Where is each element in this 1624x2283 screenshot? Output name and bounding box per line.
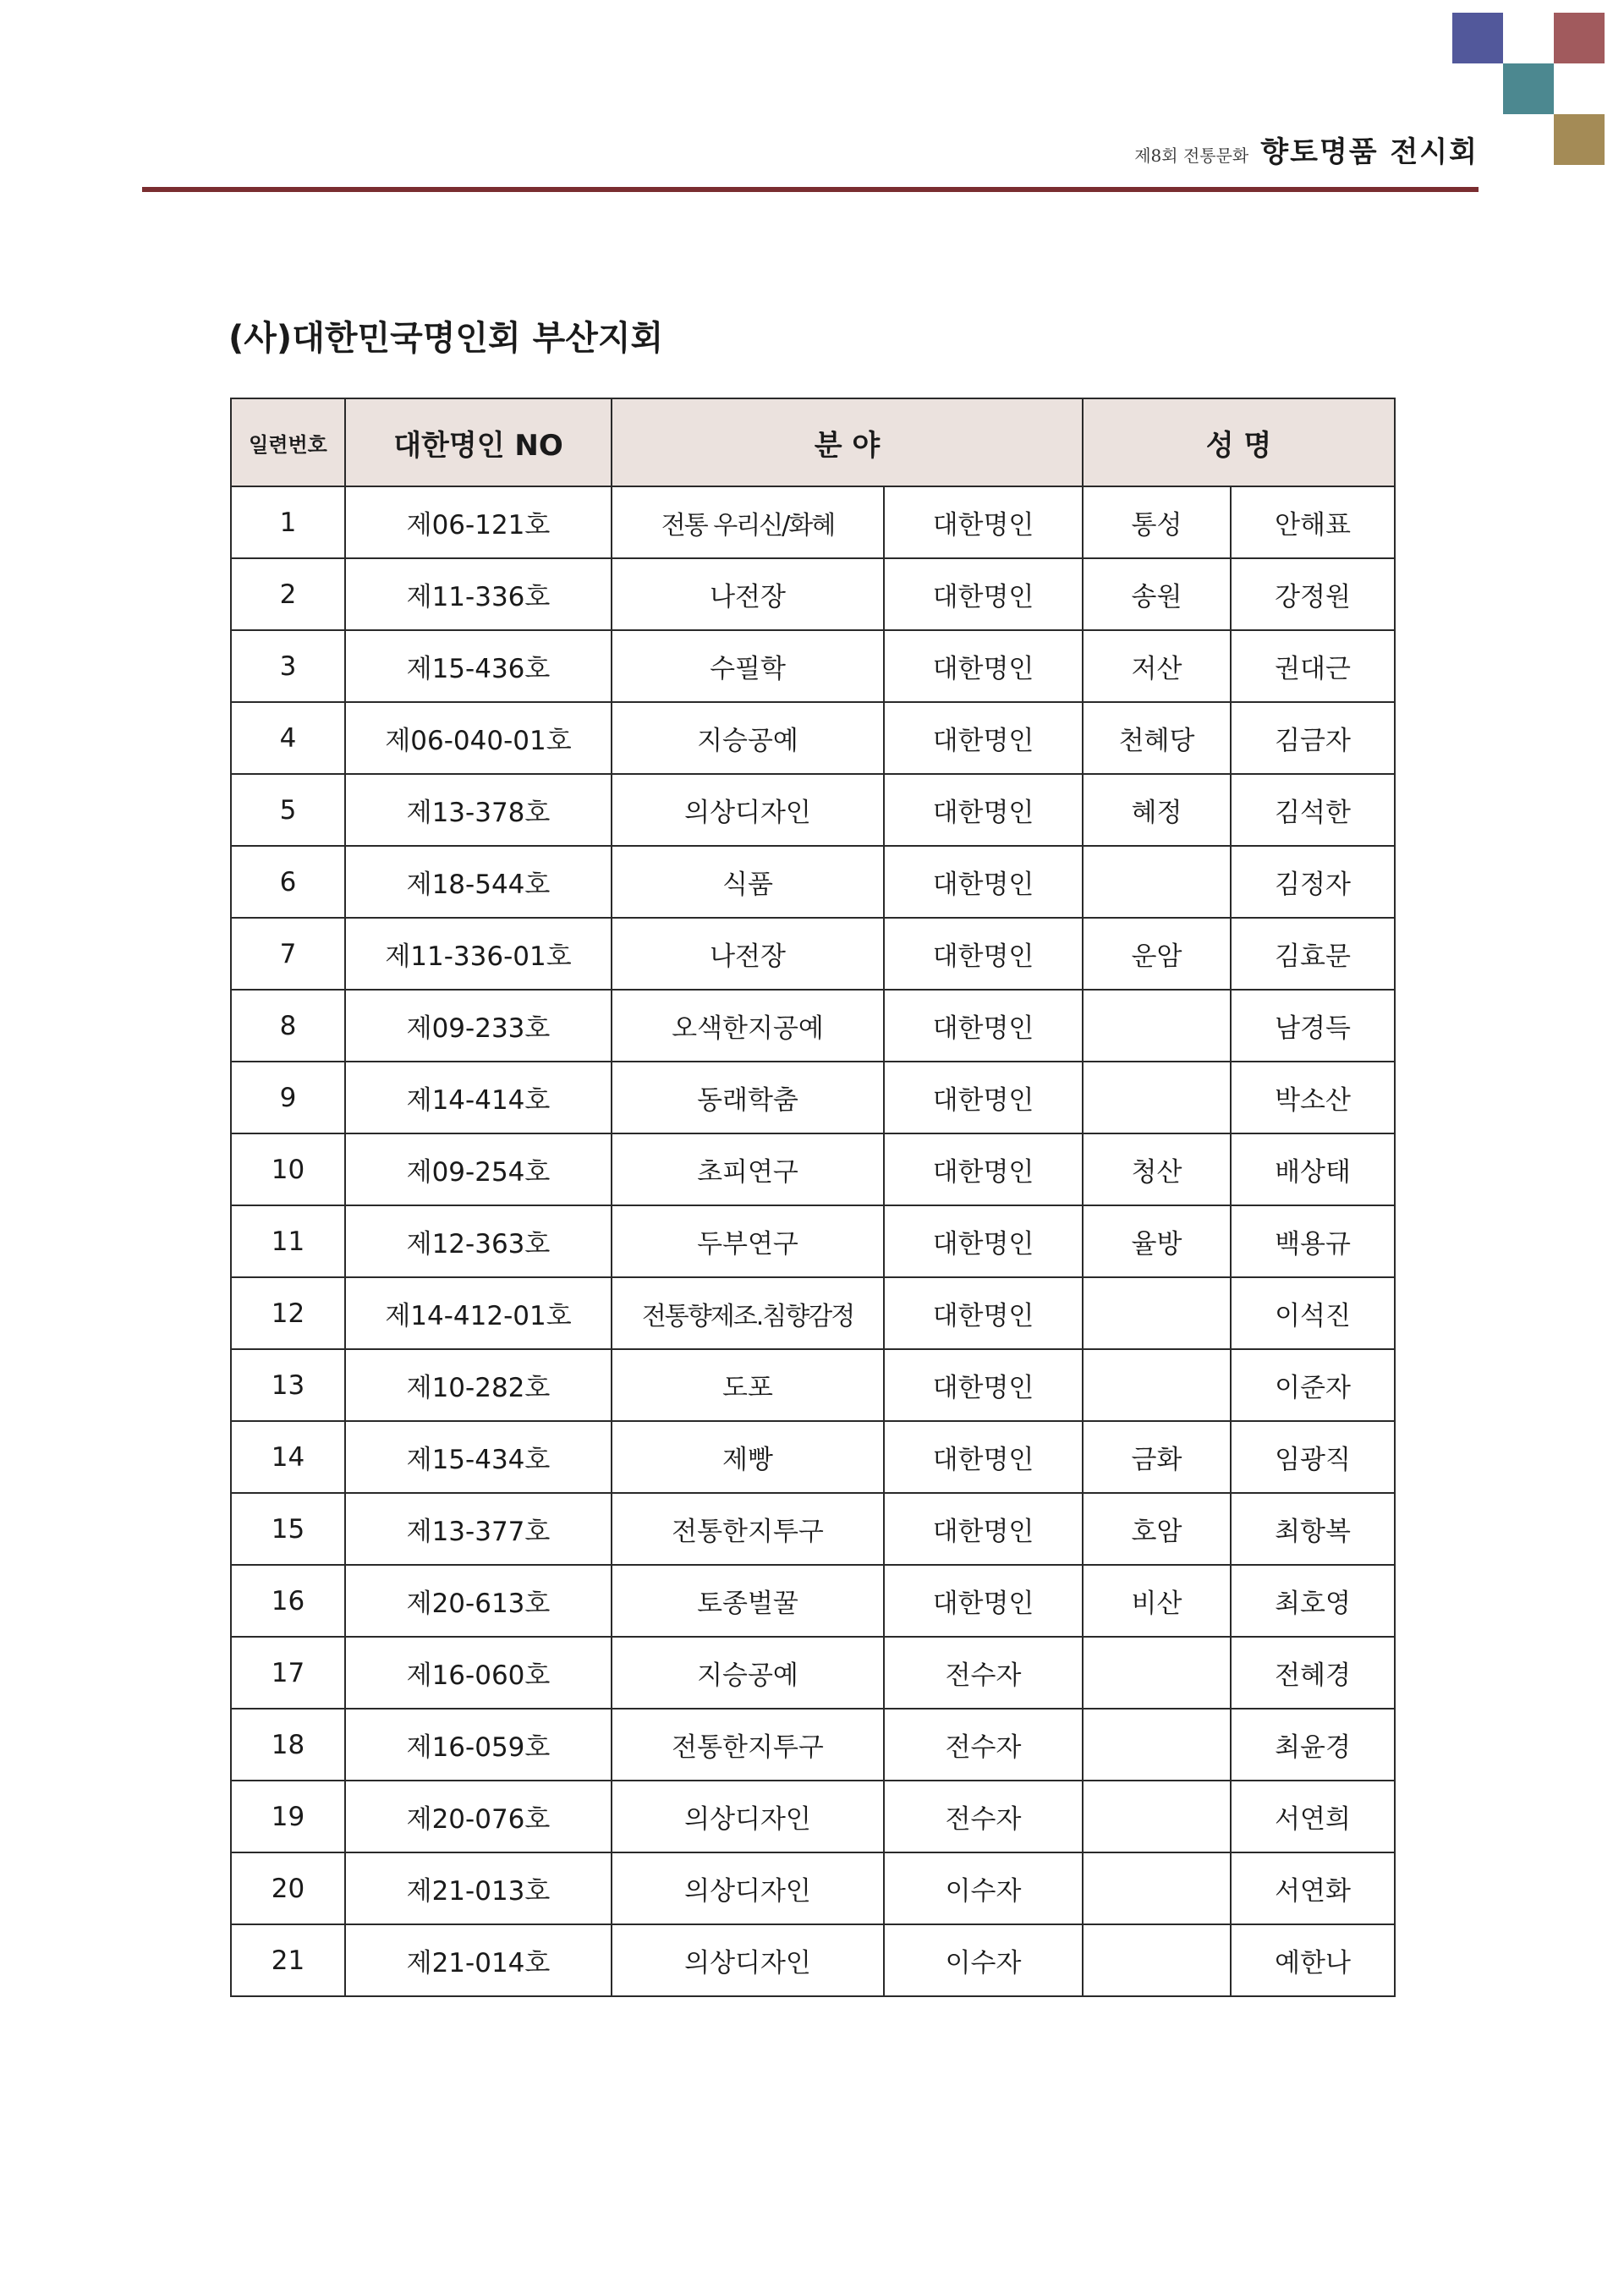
table-body [231, 486, 1395, 1996]
cell-field: 두부연구 [612, 1205, 884, 1277]
decor-square-teal [1503, 63, 1554, 114]
cell-serial: 3 [231, 630, 345, 702]
table-row [231, 918, 1395, 990]
cell-serial: 2 [231, 558, 345, 630]
cell-master-no: 제14-412-01호 [345, 1277, 612, 1349]
cell-rank: 대한명인 [884, 1133, 1083, 1205]
table-row [231, 486, 1395, 558]
cell-master-no: 제18-544호 [345, 846, 612, 918]
cell-rank: 대한명인 [884, 1421, 1083, 1493]
cell-master-no: 제14-414호 [345, 1062, 612, 1133]
cell-pen-name: 천혜당 [1083, 702, 1231, 774]
cell-pen-name [1083, 1637, 1231, 1709]
cell-name: 김석한 [1231, 774, 1395, 846]
cell-serial: 18 [231, 1709, 345, 1781]
cell-pen-name: 송원 [1083, 558, 1231, 630]
cell-pen-name: 금화 [1083, 1421, 1231, 1493]
cell-pen-name [1083, 1924, 1231, 1996]
cell-field: 지승공예 [612, 702, 884, 774]
cell-name: 예한나 [1231, 1924, 1395, 1996]
cell-field: 지승공예 [612, 1637, 884, 1709]
cell-pen-name: 비산 [1083, 1565, 1231, 1637]
cell-name: 권대근 [1231, 630, 1395, 702]
cell-name: 김정자 [1231, 846, 1395, 918]
cell-master-no: 제21-014호 [345, 1924, 612, 1996]
cell-serial: 6 [231, 846, 345, 918]
header-master-no: 대한명인 NO [345, 398, 612, 486]
cell-pen-name [1083, 1709, 1231, 1781]
cell-field: 동래학춤 [612, 1062, 884, 1133]
cell-rank: 대한명인 [884, 1062, 1083, 1133]
table-row [231, 1924, 1395, 1996]
cell-field: 의상디자인 [612, 1852, 884, 1924]
cell-rank: 전수자 [884, 1709, 1083, 1781]
cell-serial: 15 [231, 1493, 345, 1565]
cell-pen-name: 운암 [1083, 918, 1231, 990]
cell-pen-name [1083, 1277, 1231, 1349]
cell-master-no: 제06-040-01호 [345, 702, 612, 774]
cell-master-no: 제11-336호 [345, 558, 612, 630]
cell-name: 전혜경 [1231, 1637, 1395, 1709]
table-row [231, 1205, 1395, 1277]
cell-name: 안해표 [1231, 486, 1395, 558]
cell-name: 최항복 [1231, 1493, 1395, 1565]
table-row [231, 1062, 1395, 1133]
cell-rank: 대한명인 [884, 1277, 1083, 1349]
cell-field: 전통 우리신/화혜 [612, 486, 884, 558]
cell-name: 강정원 [1231, 558, 1395, 630]
cell-serial: 7 [231, 918, 345, 990]
cell-pen-name: 통성 [1083, 486, 1231, 558]
cell-serial: 12 [231, 1277, 345, 1349]
cell-serial: 19 [231, 1781, 345, 1852]
cell-rank: 대한명인 [884, 630, 1083, 702]
cell-name: 김효문 [1231, 918, 1395, 990]
cell-master-no: 제15-434호 [345, 1421, 612, 1493]
cell-name: 서연희 [1231, 1781, 1395, 1852]
cell-rank: 대한명인 [884, 486, 1083, 558]
cell-name: 남경득 [1231, 990, 1395, 1062]
cell-master-no: 제09-233호 [345, 990, 612, 1062]
cell-serial: 8 [231, 990, 345, 1062]
cell-serial: 20 [231, 1852, 345, 1924]
cell-serial: 11 [231, 1205, 345, 1277]
table-header-row [231, 398, 1395, 486]
table-row [231, 990, 1395, 1062]
cell-field: 오색한지공예 [612, 990, 884, 1062]
table-row [231, 702, 1395, 774]
cell-master-no: 제12-363호 [345, 1205, 612, 1277]
cell-pen-name: 혜정 [1083, 774, 1231, 846]
cell-field: 나전장 [612, 558, 884, 630]
cell-field: 전통한지투구 [612, 1493, 884, 1565]
cell-master-no: 제16-060호 [345, 1637, 612, 1709]
cell-pen-name: 저산 [1083, 630, 1231, 702]
table-row [231, 558, 1395, 630]
cell-master-no: 제13-378호 [345, 774, 612, 846]
header-name: 성 명 [1083, 398, 1395, 486]
cell-serial: 17 [231, 1637, 345, 1709]
cell-name: 이준자 [1231, 1349, 1395, 1421]
cell-serial: 13 [231, 1349, 345, 1421]
cell-serial: 5 [231, 774, 345, 846]
cell-field: 의상디자인 [612, 1924, 884, 1996]
cell-pen-name: 호암 [1083, 1493, 1231, 1565]
cell-name: 최윤경 [1231, 1709, 1395, 1781]
cell-name: 김금자 [1231, 702, 1395, 774]
cell-rank: 대한명인 [884, 1349, 1083, 1421]
decor-square-gold [1554, 114, 1605, 165]
table-row [231, 630, 1395, 702]
cell-rank: 대한명인 [884, 774, 1083, 846]
cell-serial: 16 [231, 1565, 345, 1637]
cell-name: 배상태 [1231, 1133, 1395, 1205]
cell-rank: 대한명인 [884, 918, 1083, 990]
cell-pen-name [1083, 1852, 1231, 1924]
cell-master-no: 제20-076호 [345, 1781, 612, 1852]
table-row [231, 1709, 1395, 1781]
cell-name: 박소산 [1231, 1062, 1395, 1133]
cell-rank: 전수자 [884, 1781, 1083, 1852]
table-row [231, 1277, 1395, 1349]
cell-field: 초피연구 [612, 1133, 884, 1205]
page-title: (사)대한민국명인회 부산지회 [228, 319, 664, 358]
cell-pen-name: 율방 [1083, 1205, 1231, 1277]
cell-name: 임광직 [1231, 1421, 1395, 1493]
table-row [231, 1421, 1395, 1493]
cell-field: 수필학 [612, 630, 884, 702]
cell-name: 서연화 [1231, 1852, 1395, 1924]
cell-rank: 대한명인 [884, 558, 1083, 630]
header-event-name: 향토명품 전시회 [1260, 135, 1479, 169]
table-row [231, 1133, 1395, 1205]
table-row [231, 1565, 1395, 1637]
cell-name: 백용규 [1231, 1205, 1395, 1277]
running-header [1134, 129, 1479, 170]
cell-pen-name [1083, 1349, 1231, 1421]
cell-master-no: 제11-336-01호 [345, 918, 612, 990]
cell-pen-name [1083, 1781, 1231, 1852]
cell-master-no: 제09-254호 [345, 1133, 612, 1205]
cell-master-no: 제16-059호 [345, 1709, 612, 1781]
decor-square-red [1554, 13, 1605, 63]
cell-master-no: 제15-436호 [345, 630, 612, 702]
cell-pen-name [1083, 990, 1231, 1062]
member-table [230, 398, 1396, 1997]
cell-field: 의상디자인 [612, 1781, 884, 1852]
cell-rank: 전수자 [884, 1637, 1083, 1709]
cell-serial: 9 [231, 1062, 345, 1133]
table-row [231, 1781, 1395, 1852]
cell-field: 의상디자인 [612, 774, 884, 846]
cell-serial: 4 [231, 702, 345, 774]
cell-rank: 이수자 [884, 1852, 1083, 1924]
table-row [231, 1637, 1395, 1709]
cell-serial: 1 [231, 486, 345, 558]
header-divider [142, 187, 1479, 192]
cell-field: 도포 [612, 1349, 884, 1421]
cell-master-no: 제13-377호 [345, 1493, 612, 1565]
cell-name: 최호영 [1231, 1565, 1395, 1637]
cell-master-no: 제10-282호 [345, 1349, 612, 1421]
cell-field: 전통향제조.침향감정 [612, 1277, 884, 1349]
cell-rank: 대한명인 [884, 702, 1083, 774]
table-row [231, 1493, 1395, 1565]
table-row [231, 1852, 1395, 1924]
cell-master-no: 제20-613호 [345, 1565, 612, 1637]
cell-field: 식품 [612, 846, 884, 918]
cell-rank: 대한명인 [884, 990, 1083, 1062]
cell-field: 제빵 [612, 1421, 884, 1493]
cell-rank: 대한명인 [884, 1565, 1083, 1637]
header-field: 분 야 [612, 398, 1083, 486]
cell-serial: 21 [231, 1924, 345, 1996]
cell-pen-name: 청산 [1083, 1133, 1231, 1205]
cell-field: 나전장 [612, 918, 884, 990]
cell-pen-name [1083, 846, 1231, 918]
cell-rank: 이수자 [884, 1924, 1083, 1996]
cell-pen-name [1083, 1062, 1231, 1133]
table-row [231, 846, 1395, 918]
cell-name: 이석진 [1231, 1277, 1395, 1349]
table-row [231, 774, 1395, 846]
cell-rank: 대한명인 [884, 1205, 1083, 1277]
header-serial: 일련번호 [231, 398, 345, 486]
cell-master-no: 제21-013호 [345, 1852, 612, 1924]
table-row [231, 1349, 1395, 1421]
decor-square-blue [1452, 13, 1503, 63]
cell-serial: 10 [231, 1133, 345, 1205]
header-event-prefix: 제8회 전통문화 [1134, 145, 1249, 166]
cell-serial: 14 [231, 1421, 345, 1493]
cell-rank: 대한명인 [884, 846, 1083, 918]
cell-field: 전통한지투구 [612, 1709, 884, 1781]
cell-master-no: 제06-121호 [345, 486, 612, 558]
cell-field: 토종벌꿀 [612, 1565, 884, 1637]
cell-rank: 대한명인 [884, 1493, 1083, 1565]
